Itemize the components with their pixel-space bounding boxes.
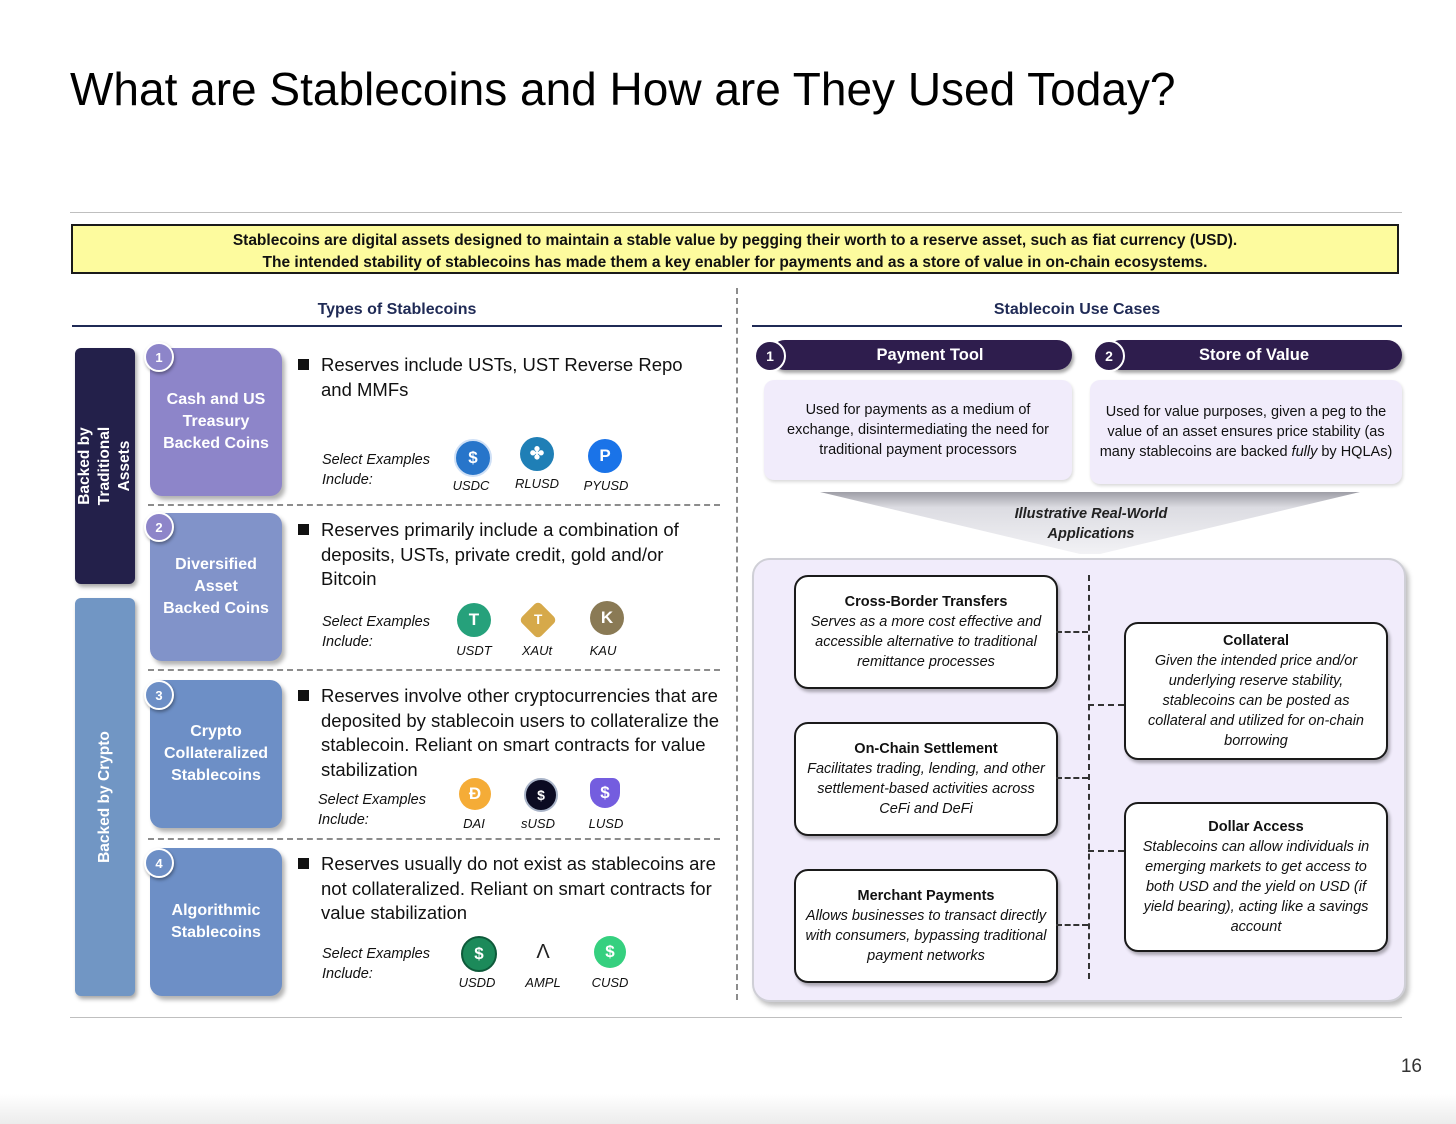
connector-merchant [1056, 924, 1088, 926]
dai-icon [459, 778, 491, 810]
type-bullet-text-3: Reserves involve other cryptocurrencies that are deposited by stablecoin users to collateralize the stablecoin. Reliant on smart contracts for value stabilization [321, 685, 719, 780]
app-on-chain-settlement [794, 722, 1058, 836]
row-divider-2 [148, 669, 720, 671]
usdc-glyph: $ [468, 448, 478, 467]
use-case-desc-2-emphasis: fully [1291, 444, 1318, 460]
connector-on-chain [1056, 777, 1088, 779]
bullet-square-icon [298, 690, 309, 701]
select-examples-label-4: Select Examples Include: [322, 946, 430, 982]
category-traditional-assets [75, 348, 135, 584]
app-title-collateral: Collateral [1222, 633, 1290, 649]
xaut-icon [519, 601, 557, 639]
type-bullet-text-2: Reserves primarily include a combination of deposits, USTs, private credit, gold and/or Bitcoin [321, 519, 679, 589]
connector-cross-border [1056, 631, 1088, 633]
usdc-icon [454, 439, 492, 477]
type-number-4: 4 [144, 848, 174, 878]
example-label-ampl: AMPL [525, 975, 561, 990]
app-dollar-access [1124, 802, 1388, 952]
type-bullet-text-4: Reserves usually do not exist as stablecoins are not collateralized. Reliant on smart contracts for value stabilization [321, 853, 716, 923]
use-cases-heading: Stablecoin Use Cases [993, 301, 1161, 318]
pyusd-glyph: P [599, 446, 611, 465]
page-number: 16 [1400, 1056, 1422, 1077]
row-divider-1 [148, 504, 720, 506]
rlusd-glyph: ✤ [529, 444, 545, 463]
use-case-desc-text-2 [1090, 402, 1402, 462]
cusd-icon [594, 936, 626, 968]
bottom-divider [70, 1017, 1402, 1018]
connector-spine [1088, 575, 1090, 979]
example-label-cusd: CUSD [591, 975, 629, 990]
ampl-glyph: Λ [536, 940, 550, 963]
use-case-desc-2 [1090, 380, 1402, 484]
row-divider-3 [148, 838, 720, 840]
app-merchant-payments [794, 869, 1058, 983]
select-examples-label-3: Select Examples Include: [318, 792, 426, 828]
example-label-lusd: LUSD [588, 816, 624, 831]
type-number-2: 2 [144, 512, 174, 542]
banner-line-2: The intended stability of stablecoins has made them a key enabler for payments and as a store of value in on-chain ecosystems. [262, 254, 1208, 271]
usdd-icon [461, 936, 497, 972]
illustrative-applications-label: Illustrative Real-World Applications [1014, 506, 1168, 542]
category-crypto [75, 598, 135, 996]
app-title-on-chain: On-Chain Settlement [854, 741, 998, 757]
use-case-title-2: Store of Value [1198, 345, 1310, 364]
example-label-usdc: USDC [452, 478, 490, 493]
kau-glyph: K [600, 608, 614, 627]
type-name-1: Cash and US Treasury Backed Coins [163, 391, 269, 452]
app-desc-merchant: Allows businesses to transact directly with consumers, bypassing traditional payment networks [805, 908, 1047, 964]
app-desc-dollar-access: Stablecoins can allow individuals in emerging markets to get access to both USD and the yield on USD (if yield bearing), acting like a savings account [1142, 839, 1370, 935]
type-bullet-2 [298, 518, 708, 592]
type-bullet-4 [298, 852, 724, 926]
bullet-square-icon [298, 524, 309, 535]
susd-glyph: $ [537, 787, 545, 803]
connector-dollar-access [1088, 850, 1124, 852]
kau-icon [590, 601, 624, 635]
rlusd-icon [520, 437, 554, 471]
type-box-1 [150, 348, 282, 496]
use-cases-heading-underline [752, 325, 1402, 327]
example-label-pyusd: PYUSD [583, 478, 629, 493]
example-label-rlusd: RLUSD [514, 476, 560, 491]
app-collateral [1124, 622, 1388, 760]
type-name-2: Diversified Asset Backed Coins [163, 556, 269, 617]
usdt-icon [457, 603, 491, 637]
usdt-glyph: T [468, 610, 480, 629]
types-heading-underline [72, 325, 722, 327]
use-case-desc-1 [764, 380, 1072, 480]
use-case-header-store-of-value [1106, 340, 1402, 370]
example-label-kau: KAU [589, 643, 617, 658]
connector-collateral [1088, 704, 1124, 706]
use-case-header-payment-tool [770, 340, 1072, 370]
center-divider [736, 288, 738, 1000]
example-label-usdt: USDT [456, 643, 492, 658]
type-number-3: 3 [144, 680, 174, 710]
use-case-number-1: 1 [754, 340, 786, 372]
cusd-glyph: $ [605, 942, 615, 961]
bullet-square-icon [298, 359, 309, 370]
use-case-number-2: 2 [1093, 340, 1125, 372]
type-name-4: Algorithmic Stablecoins [171, 902, 261, 941]
example-label-susd: sUSD [521, 816, 555, 831]
dai-glyph: Đ [468, 784, 482, 803]
lusd-glyph: $ [600, 783, 610, 802]
page-title: What are Stablecoins and How are They Used Today? [70, 63, 1176, 115]
usdd-glyph: $ [474, 944, 484, 963]
pyusd-icon [588, 439, 622, 473]
app-desc-on-chain: Facilitates trading, lending, and other settlement-based activities across CeFi and DeFi [807, 761, 1045, 817]
app-cross-border-transfers [794, 575, 1058, 689]
type-bullet-3 [298, 684, 724, 782]
bullet-square-icon [298, 858, 309, 869]
example-label-xaut: XAUt [521, 643, 553, 658]
susd-icon [524, 778, 558, 812]
app-title-dollar-access: Dollar Access [1208, 819, 1304, 835]
xaut-glyph: T [533, 611, 543, 628]
app-title-merchant: Merchant Payments [857, 888, 995, 904]
type-name-3: Crypto Collateralized Stablecoins [163, 723, 269, 784]
bottom-shade [0, 1094, 1456, 1124]
banner-line-1: Stablecoins are digital assets designed to maintain a stable value by pegging their worth to a reserve asset, such as fiat currency (USD). [232, 232, 1238, 249]
app-title-cross-border: Cross-Border Transfers [844, 594, 1008, 610]
type-bullet-text-1: Reserves include USTs, UST Reverse Repo and MMFs [321, 354, 683, 400]
type-number-1: 1 [144, 342, 174, 372]
use-case-desc-text-1: Used for payments as a medium of exchange, disintermediating the need for traditional payment processors [787, 402, 1049, 458]
select-examples-label-1: Select Examples Include: [322, 452, 430, 488]
type-bullet-1 [298, 353, 708, 402]
use-case-desc-2-pre: Used for value purposes, given a peg to the value of an asset ensures price stability (as many stablecoins are backed [1099, 404, 1387, 460]
app-desc-collateral: Given the intended price and/or underlying reserve stability, stablecoins can be posted as collateral and utilized for on-chain borrowing [1147, 653, 1364, 749]
app-desc-cross-border: Serves as a more cost effective and accessible alternative to traditional remittance processes [810, 614, 1042, 670]
example-label-dai: DAI [463, 816, 485, 831]
example-label-usdd: USDD [458, 975, 496, 990]
lusd-icon [590, 778, 620, 808]
top-divider [70, 212, 1402, 213]
select-examples-label-2: Select Examples Include: [322, 614, 430, 650]
category-traditional-label: Backed by Traditional Assets [76, 426, 133, 506]
ampl-icon [527, 936, 559, 968]
use-case-title-1: Payment Tool [876, 345, 984, 364]
definition-banner [71, 224, 1399, 274]
types-heading: Types of Stablecoins [317, 301, 477, 318]
use-case-desc-2-post: by HQLAs) [1317, 444, 1393, 460]
category-crypto-label: Backed by Crypto [96, 731, 114, 863]
